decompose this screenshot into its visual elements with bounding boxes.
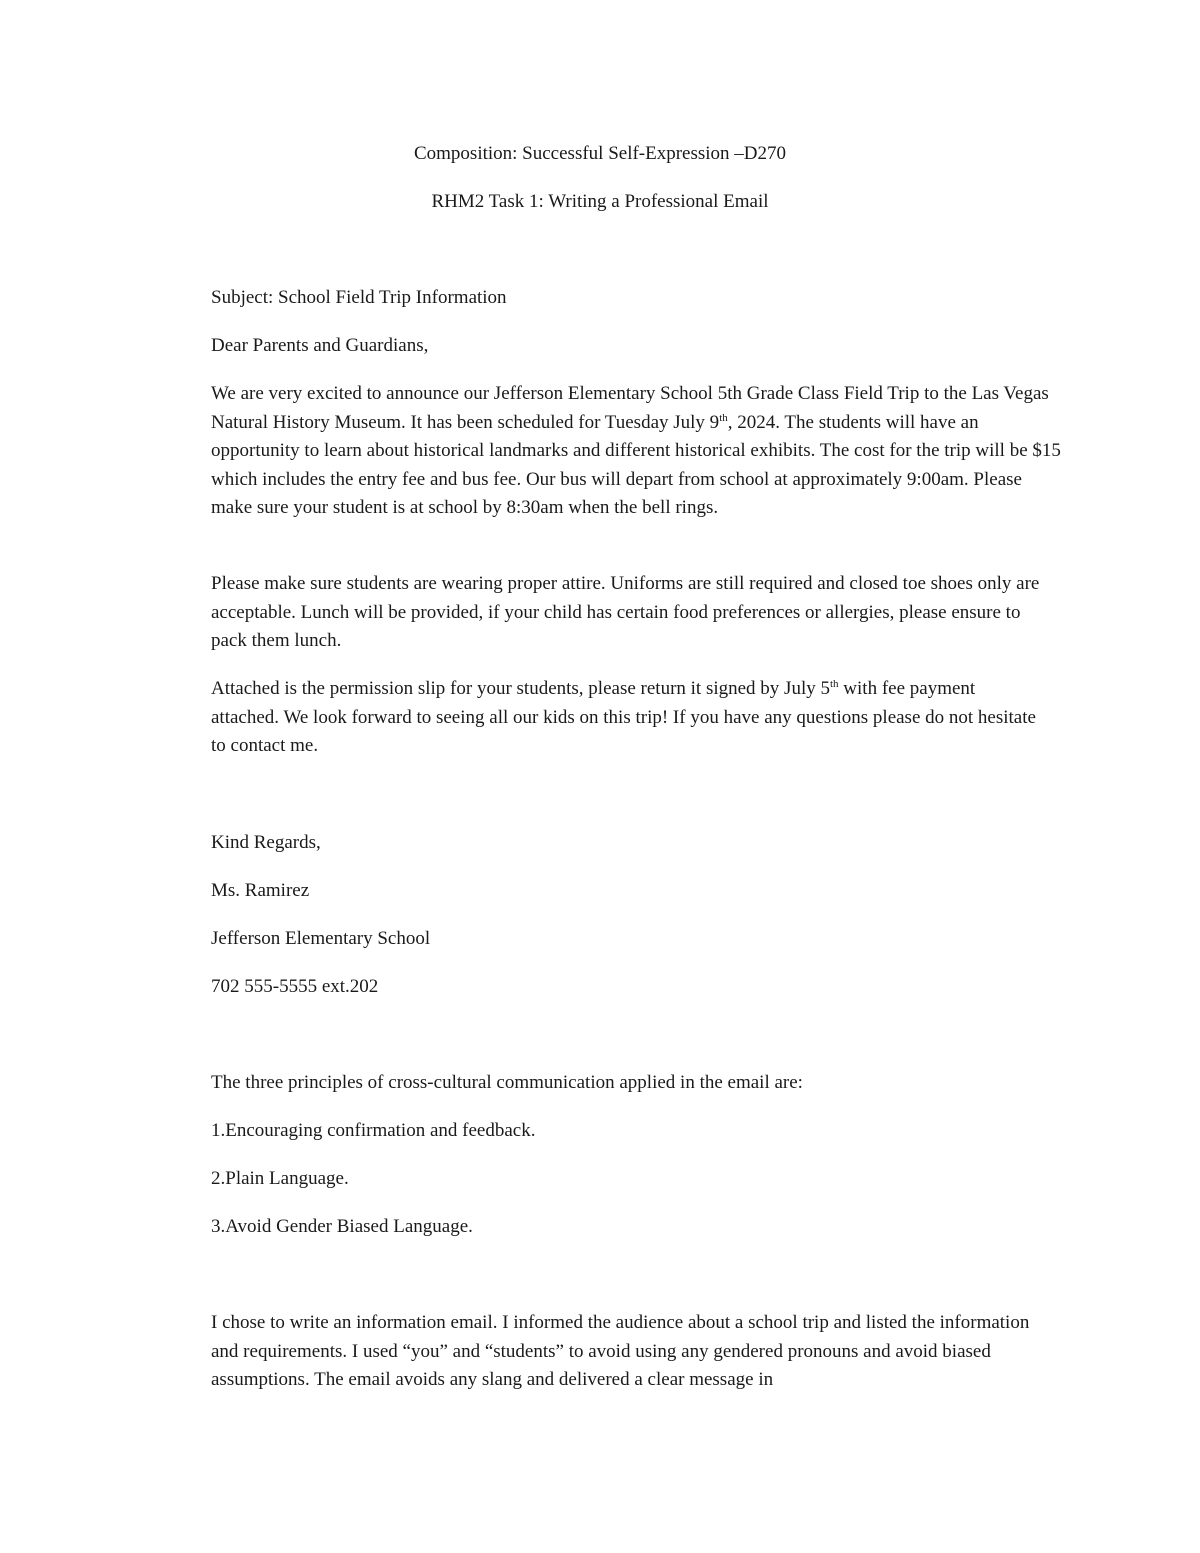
sender-school: Jefferson Elementary School — [211, 928, 431, 949]
paragraph-3-text-b: with fee payment attached. We look forward to seeing all our kids on this trip! If you have any questions please do not hesitate to contact me. — [211, 678, 1036, 757]
email-greeting: Dear Parents and Guardians, — [211, 335, 429, 356]
paragraph-1-text-a: We are very excited to announce our Jefferson Elementary School 5th Grade Class Field Trip to the Las Vegas Natural History Museum. It has been scheduled for Tuesday July 9 — [211, 383, 1049, 433]
paragraph-1-superscript: th — [719, 411, 728, 424]
sender-phone: 702 555-5555 ext.202 — [211, 976, 379, 997]
email-paragraph-1 — [211, 380, 1063, 523]
email-closing: Kind Regards, — [211, 832, 321, 853]
paragraph-1-text-b: , 2024. The students will have an opportunity to learn about historical landmarks and different historical exhibits. The cost for the trip will be $15 which includes the entry fee and bus fee. Our bus will depart from school at approximately 9:00am. Please make sure your student is at school by 8:30am when the bell rings. — [211, 411, 1061, 519]
paragraph-3-text-a: Attached is the permission slip for your students, please return it signed by July 5 — [211, 678, 830, 699]
task-title: RHM2 Task 1: Writing a Professional Email — [431, 191, 769, 212]
principles-intro: The three principles of cross-cultural communication applied in the email are: — [211, 1072, 803, 1093]
email-paragraph-2: Please make sure students are wearing proper attire. Uniforms are still required and closed toe shoes only are acceptable. Lunch will be provided, if your child has certain food preferences or allergies, please ensure to pack them lunch. — [211, 573, 1040, 652]
principle-item-2: 2.Plain Language. — [211, 1168, 349, 1189]
sender-name: Ms. Ramirez — [211, 880, 310, 901]
email-paragraph-3 — [211, 675, 1046, 761]
email-subject: Subject: School Field Trip Information — [211, 287, 507, 308]
course-title: Composition: Successful Self-Expression –D270 — [413, 143, 787, 164]
paragraph-3-superscript: th — [829, 678, 839, 690]
principle-item-1: 1.Encouraging confirmation and feedback. — [211, 1120, 536, 1141]
reflection-paragraph: I chose to write an information email. I informed the audience about a school trip and listed the information and requirements. I used “you” and “students” to avoid using any gendered pronouns and avoid biased assumptions. The email avoids any slang and delivered a clear message in — [211, 1312, 1030, 1391]
principle-item-3: 3.Avoid Gender Biased Language. — [211, 1216, 473, 1237]
